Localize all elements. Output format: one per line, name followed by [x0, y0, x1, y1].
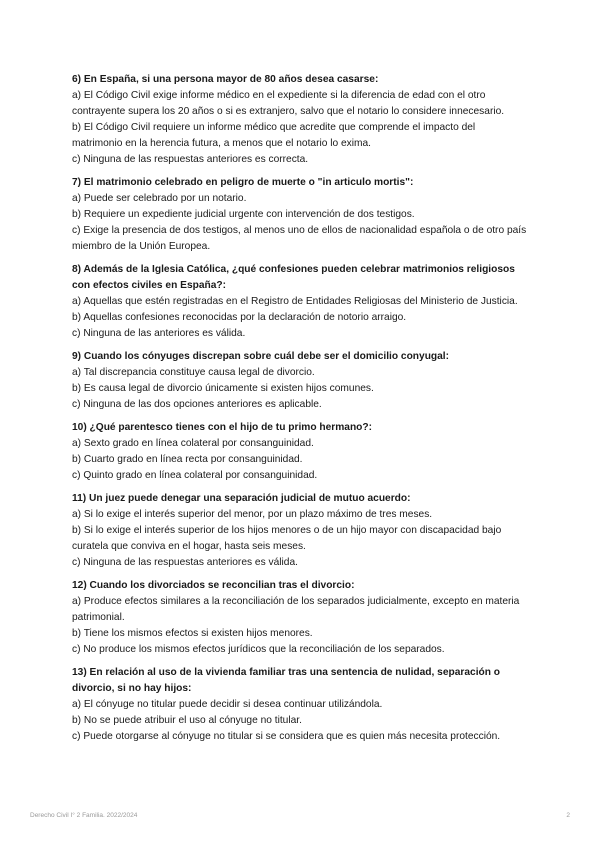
- option-c: c) Ninguna de las respuestas anteriores es válida.: [72, 557, 298, 568]
- option-c: c) Puede otorgarse al cónyuge no titular si se considera que es quien más necesita protección.: [72, 731, 501, 742]
- option-c: c) Quinto grado en línea colateral por consanguinidad.: [72, 470, 318, 481]
- option-b: b) Aquellas confesiones reconocidas por la declaración de notorio arraigo.: [72, 312, 407, 323]
- question-title: 10) ¿Qué parentesco tienes con el hijo de tu primo hermano?:: [72, 422, 373, 433]
- question-title: 12) Cuando los divorciados se reconcilian tras el divorcio:: [72, 580, 355, 591]
- option-a: a) Sexto grado en línea colateral por consanguinidad.: [72, 438, 314, 449]
- page-number: 2: [566, 812, 570, 819]
- option-b: b) El Código Civil requiere un informe médico que acredite que comprende el impacto del matrimonio en la herencia futura, a menos que el notario lo exima.: [72, 122, 476, 149]
- option-c: c) Ninguna de las anteriores es válida.: [72, 328, 246, 339]
- option-c: c) Ninguna de las respuestas anteriores es correcta.: [72, 154, 309, 165]
- question-title: 6) En España, si una persona mayor de 80 años desea casarse:: [72, 74, 379, 85]
- option-a: a) Aquellas que estén registradas en el Registro de Entidades Religiosas del Ministerio de Justicia.: [72, 296, 518, 307]
- option-b: b) Requiere un expediente judicial urgente con intervención de dos testigos.: [72, 209, 415, 220]
- option-c: c) Exige la presencia de dos testigos, al menos uno de ellos de nacionalidad española o de otro país miembro de la Unión Europea.: [72, 225, 527, 252]
- question-title: 13) En relación al uso de la vivienda familiar tras una sentencia de nulidad, separación o divorcio, si no hay hijos:: [72, 667, 501, 694]
- option-a: a) Produce efectos similares a la reconciliación de los separados judicialmente, excepto en materia patrimonial.: [72, 596, 520, 623]
- question-13: [72, 665, 528, 745]
- option-c: c) Ninguna de las dos opciones anteriores es aplicable.: [72, 399, 322, 410]
- question-11: [72, 491, 528, 571]
- option-a: a) El cónyuge no titular puede decidir si desea continuar utilizándola.: [72, 699, 383, 710]
- option-a: a) El Código Civil exige informe médico en el expediente si la diferencia de edad con el otro contrayente supera los 20 años o si es extranjero, salvo que el notario lo considere innecesario.: [72, 90, 505, 117]
- question-12: [72, 578, 528, 658]
- question-6: [72, 72, 528, 168]
- question-9: [72, 349, 528, 413]
- document-body: [72, 72, 528, 752]
- option-b: b) Si lo exige el interés superior de los hijos menores o de un hijo mayor con discapacidad bajo curatela que conviva en el hogar, hasta seis meses.: [72, 525, 502, 552]
- footer-course-label: Derecho Civil I° 2 Familia. 2022/2024: [30, 812, 138, 819]
- option-a: a) Puede ser celebrado por un notario.: [72, 193, 247, 204]
- option-b: b) Es causa legal de divorcio únicamente si existen hijos comunes.: [72, 383, 374, 394]
- option-a: a) Tal discrepancia constituye causa legal de divorcio.: [72, 367, 315, 378]
- option-b: b) No se puede atribuir el uso al cónyuge no titular.: [72, 715, 302, 726]
- option-b: b) Tiene los mismos efectos si existen hijos menores.: [72, 628, 313, 639]
- option-a: a) Si lo exige el interés superior del menor, por un plazo máximo de tres meses.: [72, 509, 433, 520]
- question-7: [72, 175, 528, 255]
- option-c: c) No produce los mismos efectos jurídicos que la reconciliación de los separados.: [72, 644, 445, 655]
- option-b: b) Cuarto grado en línea recta por consanguinidad.: [72, 454, 303, 465]
- question-8: [72, 262, 528, 342]
- question-title: 9) Cuando los cónyuges discrepan sobre cuál debe ser el domicilio conyugal:: [72, 351, 450, 362]
- question-title: 11) Un juez puede denegar una separación judicial de mutuo acuerdo:: [72, 493, 411, 504]
- question-title: 8) Además de la Iglesia Católica, ¿qué confesiones pueden celebrar matrimonios religiosos con efectos civiles en España?:: [72, 264, 515, 291]
- question-title: 7) El matrimonio celebrado en peligro de muerte o "in articulo mortis":: [72, 177, 414, 188]
- question-10: [72, 420, 528, 484]
